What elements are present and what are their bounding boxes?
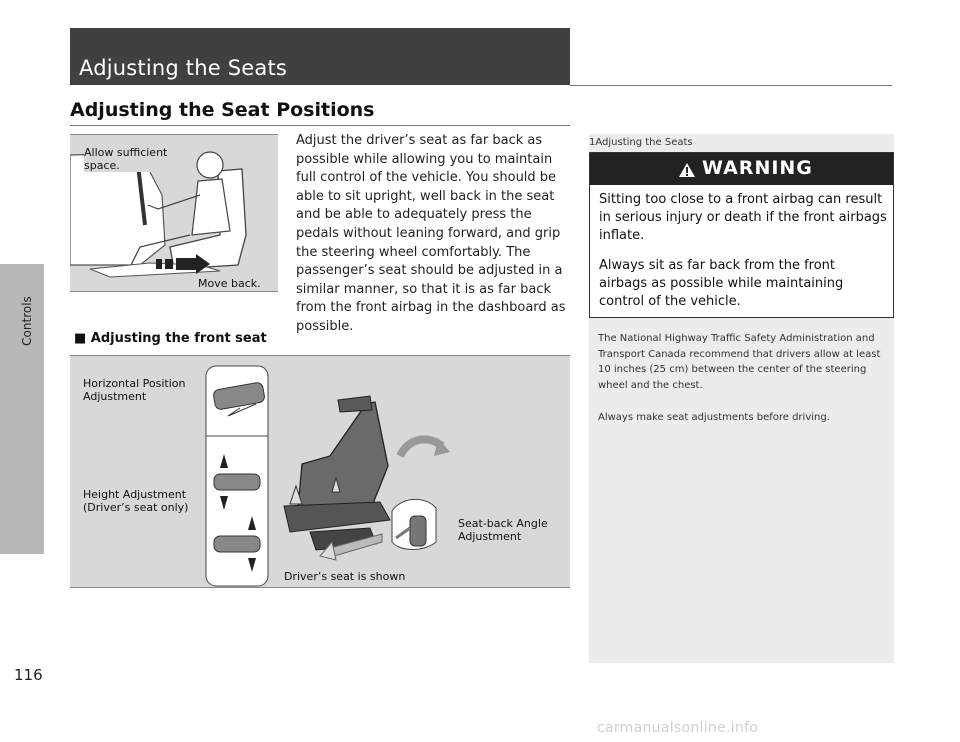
note-reference: 1Adjusting the Seats bbox=[589, 137, 693, 148]
warning-icon bbox=[678, 162, 696, 178]
warning-header bbox=[590, 153, 893, 185]
section-tab-label bbox=[14, 296, 40, 356]
intro-text: Adjust the driver’s seat as far back as possible while allowing you to maintain full control of the vehicle. You should be able to sit upright, well back in the seat and be able to adequately press the pedals without leaning forward, and grip the steering wheel comfortably. The passenger’s seat should be adjusted in a similar manner, so that it is as far back from the front airbag in the dashboard as possible. bbox=[296, 133, 566, 334]
label-drivers-seat: Driver’s seat is shown bbox=[284, 570, 406, 583]
watermark: carmanualsonline.info bbox=[597, 720, 759, 736]
warning-title: WARNING bbox=[702, 157, 813, 179]
section-title: Adjusting the Seat Positions bbox=[70, 99, 375, 121]
section-label: Controls bbox=[19, 296, 34, 346]
front-seat-illustration bbox=[70, 355, 570, 588]
note-text-1: The National Highway Traffic Safety Administration and Transport Canada recommend that drivers allow at least 10 inches (25 cm) between the center of the steering wheel and the chest. bbox=[598, 333, 881, 391]
chapter-header bbox=[70, 28, 570, 85]
page-title: Adjusting the Seats bbox=[79, 56, 288, 80]
header-rule bbox=[570, 85, 892, 86]
warning-box bbox=[589, 152, 894, 318]
label-height: Height Adjustment (Driver’s seat only) bbox=[83, 488, 189, 514]
page-number: 116 bbox=[14, 666, 43, 684]
driver-position-illustration bbox=[70, 134, 278, 292]
warning-text-2: Always sit as far back from the front airbags as possible while maintaining control of the vehicle. bbox=[599, 258, 844, 309]
note-text-2: Always make seat adjustments before driving. bbox=[598, 412, 830, 423]
label-seatback: Seat-back Angle Adjustment bbox=[458, 517, 548, 543]
section-rule bbox=[70, 125, 570, 126]
label-move-back: Move back. bbox=[198, 277, 261, 290]
label-horizontal: Horizontal Position Adjustment bbox=[83, 377, 186, 403]
label-allow-space: Allow sufficient space. bbox=[84, 146, 168, 172]
warning-text-1: Sitting too close to a front airbag can result in serious injury or death if the front airbags inflate. bbox=[599, 192, 887, 243]
front-seat-heading: ■ Adjusting the front seat bbox=[74, 331, 267, 346]
